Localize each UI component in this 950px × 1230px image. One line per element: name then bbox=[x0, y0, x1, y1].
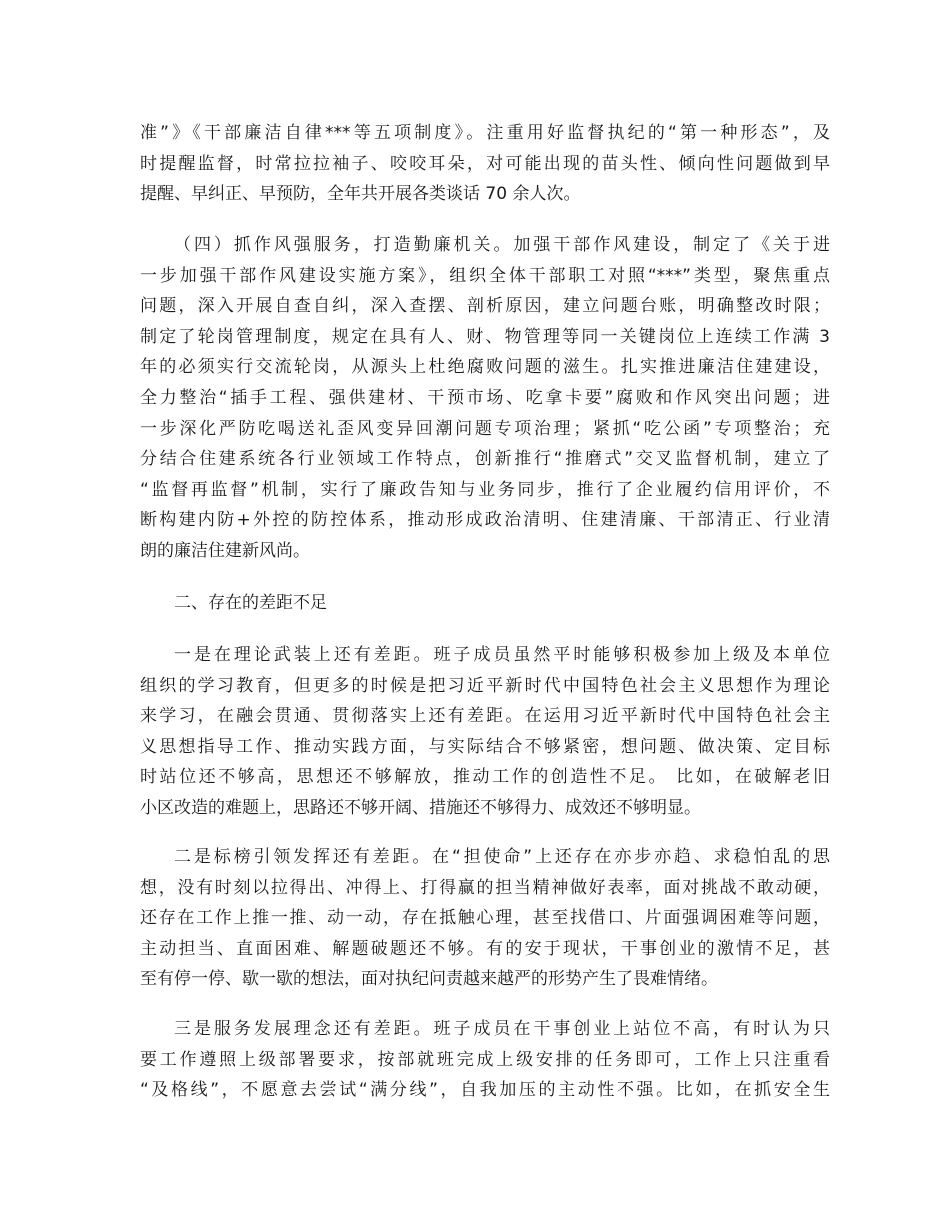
text-line: 小区改造的难题上，思路还不够开阔、措施还不够得力、成效还不够明显。 bbox=[140, 797, 701, 818]
text-line: “及格线”，不愿意去尝试“满分线”，自我加压的主动性不强。比如，在抓安全生 bbox=[140, 1080, 830, 1101]
section-heading: 二、存在的差距不足 bbox=[174, 593, 327, 613]
text-line: 要工作遵照上级部署要求，按部就班完成上级安排的任务即可，工作上只注重看 bbox=[140, 1049, 830, 1070]
paragraph-leadership-gap bbox=[140, 842, 830, 995]
paragraph-work-style bbox=[140, 230, 830, 567]
text-line: 时提醒监督，时常拉拉袖子、咬咬耳朵，对可能出现的苗头性、倾向性问题做到早 bbox=[140, 153, 830, 174]
text-line: （四）抓作风强服务，打造勤廉机关。加强干部作风建设，制定了《关于进 bbox=[174, 235, 830, 255]
text-line: 组织的学习教育，但更多的时候是把习近平新时代中国特色社会主义思想作为理论 bbox=[140, 675, 830, 696]
text-line: 提醒、早纠正、早预防，全年共开展各类谈话 70 余人次。 bbox=[140, 184, 581, 205]
text-line: 来学习，在融会贯通、贯彻落实上还有差距。在运用习近平新时代中国特色社会主 bbox=[140, 706, 830, 727]
section-heading-gaps bbox=[140, 588, 830, 619]
text-line: 时站位还不够高，思想还不够解放，推动工作的创造性不足。 比如，在破解老旧 bbox=[140, 767, 830, 788]
text-line: 问题，深入开展自查自纠，深入查摆、剖析原因，建立问题台账，明确整改时限； bbox=[140, 296, 830, 317]
text-line: 一步深化严防吃喝送礼歪风变异回潮问题专项治理；紧抓“吃公函”专项整治；充 bbox=[140, 418, 830, 439]
text-line: 二是标榜引领发挥还有差距。在“担使命”上还存在亦步亦趋、求稳怕乱的思 bbox=[174, 847, 830, 867]
text-line: 年的必须实行交流轮岗，从源头上杜绝腐败问题的滋生。扎实推进廉洁住建建设， bbox=[140, 357, 830, 378]
paragraph-theory-gap bbox=[140, 640, 830, 824]
text-line: 朗的廉洁住建新风尚。 bbox=[140, 540, 310, 561]
text-line: 准”》《干部廉洁自律***等五项制度》。注重用好监督执纪的“第一种形态”，及 bbox=[140, 123, 830, 143]
text-line: 至有停一停、歇一歇的想法，面对执纪问责越来越严的形势产生了畏难情绪。 bbox=[140, 969, 718, 990]
text-line: 义思想指导工作、推动实践方面，与实际结合不够紧密，想问题、做决策、定目标 bbox=[140, 736, 830, 757]
text-line: 还存在工作上推一推、动一动，存在抵触心理，甚至找借口、片面强调困难等问题， bbox=[140, 908, 830, 929]
paragraph-supervision-continued bbox=[140, 118, 830, 210]
text-line: 一步加强干部作风建设实施方案》，组织全体干部职工对照“***”类型，聚焦重点 bbox=[140, 265, 830, 286]
text-line: 全力整治“插手工程、强供建材、干预市场、吃拿卡要”腐败和作风突出问题；进 bbox=[140, 387, 830, 408]
text-line: 三是服务发展理念还有差距。班子成员在干事创业上站位不高，有时认为只 bbox=[174, 1019, 830, 1039]
text-line: 制定了轮岗管理制度，规定在具有人、财、物管理等同一关键岗位上连续工作满 3 bbox=[140, 326, 830, 347]
text-line: 想，没有时刻以拉得出、冲得上、打得赢的担当精神做好表率，面对挑战不敢动硬， bbox=[140, 877, 830, 898]
text-line: 断构建内防+外控的防控体系，推动形成政治清明、住建清廉、干部清正、行业清 bbox=[140, 510, 830, 531]
text-line: “监督再监督”机制，实行了廉政告知与业务同步，推行了企业履约信用评价，不 bbox=[140, 479, 830, 500]
text-line: 一是在理论武装上还有差距。班子成员虽然平时能够积极参加上级及本单位 bbox=[174, 645, 830, 665]
text-line: 分结合住建系统各行业领域工作特点，创新推行“推磨式”交叉监督机制，建立了 bbox=[140, 449, 830, 470]
paragraph-service-gap bbox=[140, 1014, 830, 1106]
text-line: 主动担当、直面困难、解题破题还不够。有的安于现状，干事创业的激情不足，甚 bbox=[140, 938, 830, 959]
